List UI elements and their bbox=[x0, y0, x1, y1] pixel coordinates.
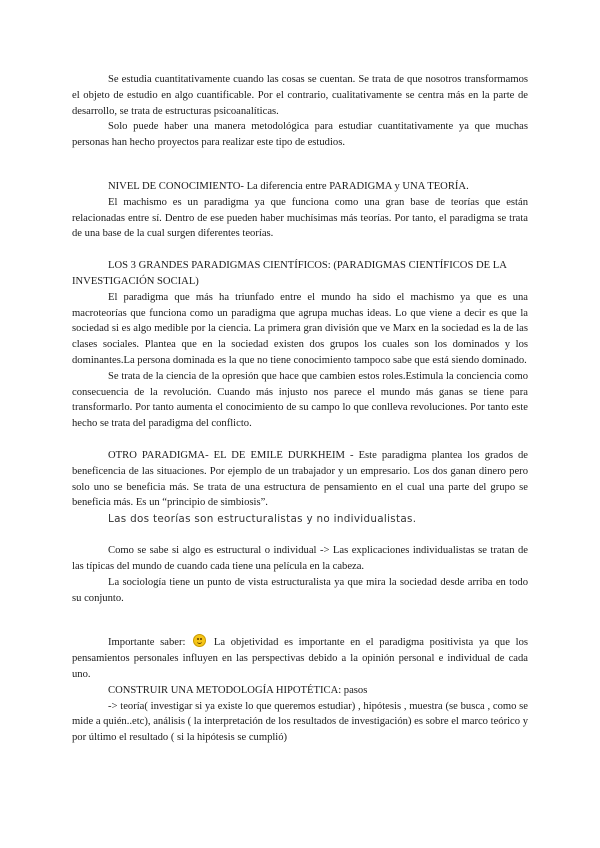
paragraph-steps: -> teoría( investigar si ya existe lo que queremos estudiar) , hipótesis , muestra (se busca , como se mide a quién..etc), análisis ( la interpretación de los resultados de investigación) es sobre el marco teórico y por último el resultado ( si la hipótesis se cumplió) bbox=[72, 700, 528, 744]
smiley-icon bbox=[193, 634, 206, 647]
paragraph-sociology-view: La sociología tiene un punto de vista estructuralista ya que mira la sociedad desde arriba en todo su conjunto. bbox=[72, 576, 528, 604]
important-text: La objetividad es importante en el paradigma positivista ya que los pensamientos personales influyen en las perspectivas debido a la opinión personal e individual de cada uno. bbox=[72, 637, 528, 680]
paragraph-conflict-paradigm: Se trata de la ciencia de la opresión que hace que cambien estos roles.Estimula la conciencia como consecuencia de la revolución. Cuando más injusto nos parece el mundo más ganas se tiene para transformarlo. Por tanto aumenta el conocimiento de su campo lo que conlleva revoluciones. Por tanto este hecho se trata del paradigma del conflicto. bbox=[72, 370, 528, 430]
important-lead: Importante saber: bbox=[108, 637, 186, 649]
spacer bbox=[72, 527, 528, 543]
paragraph-marx-classes: El paradigma que más ha triunfado entre el mundo ha sido el machismo ya que es una macroteorías que funciona como un paradigma que agrupa muchas ideas. Lo que viene a decir es que la sociedad si es algo medible por la ciencia. La primera gran división que ve Marx en la sociedad es la de las clases sociales. Plantea que en la sociedad existen dos grupos los cuales son los dominados y los dominantes.La persona dominada es la que no tiene conocimiento tampoco sabe que está siendo dominado. bbox=[72, 291, 528, 366]
paragraph-methodology: Solo puede haber una manera metodológica para estudiar cuantitativamente ya que muchas personas han hecho proyectos para realizar este tipo de estudios. bbox=[72, 121, 528, 149]
paragraph-durkheim: OTRO PARADIGMA- EL DE EMILE DURKHEIM - Este paradigma plantea los grados de beneficencia de las situaciones. Por ejemplo de un trabajador y un empresario. Los dos ganan dinero pero solo uno se beneficia más. Se trata de una estructura de pensamiento en el cual una parte del grupo se beneficia más. Es un “principio de simbiosis”. bbox=[72, 449, 528, 509]
heading-three-paradigms: LOS 3 GRANDES PARADIGMAS CIENTÍFICOS: (PARADIGMAS CIENTÍFICOS DE LA INVESTIGACIÓN SOCIAL) bbox=[72, 260, 507, 287]
paragraph-machismo-paradigm: El machismo es un paradigma ya que funciona como una gran base de teorías que están relacionadas entre sí. Dentro de ese pueden haber muchísimas más teorías. Por tanto, el paradigma se trata de una base de la cual surgen diferentes teorías. bbox=[72, 196, 528, 240]
heading-hypothetical-methodology: CONSTRUIR UNA METODOLOGÍA HIPOTÉTICA: pasos bbox=[108, 684, 368, 696]
paragraph-quantitative: Se estudia cuantitativamente cuando las cosas se cuentan. Se trata de que nosotros transformamos el objeto de estudio en algo cuantificable. Por el contrario, cualitativamente se centra más en la parte de desarrollo, se trata de estructuras psicoanalíticas. bbox=[72, 74, 528, 117]
spacer bbox=[72, 432, 528, 448]
document-page bbox=[72, 72, 528, 746]
paragraph-structural-individual: Como se sabe si algo es estructural o individual -> Las explicaciones individualistas se tratan de las típicas del mundo de cuando cada tiene una película en la cabeza. bbox=[72, 545, 528, 572]
heading-knowledge-level: NIVEL DE CONOCIMIENTO- La diferencia entre PARADIGMA y UNA TEORÍA. bbox=[108, 180, 469, 192]
paragraph-important bbox=[72, 634, 528, 682]
spacer bbox=[72, 606, 528, 634]
spacer bbox=[72, 242, 528, 258]
spacer bbox=[72, 151, 528, 179]
handwritten-note: Las dos teorías son estructuralistas y no individualistas. bbox=[108, 513, 417, 526]
